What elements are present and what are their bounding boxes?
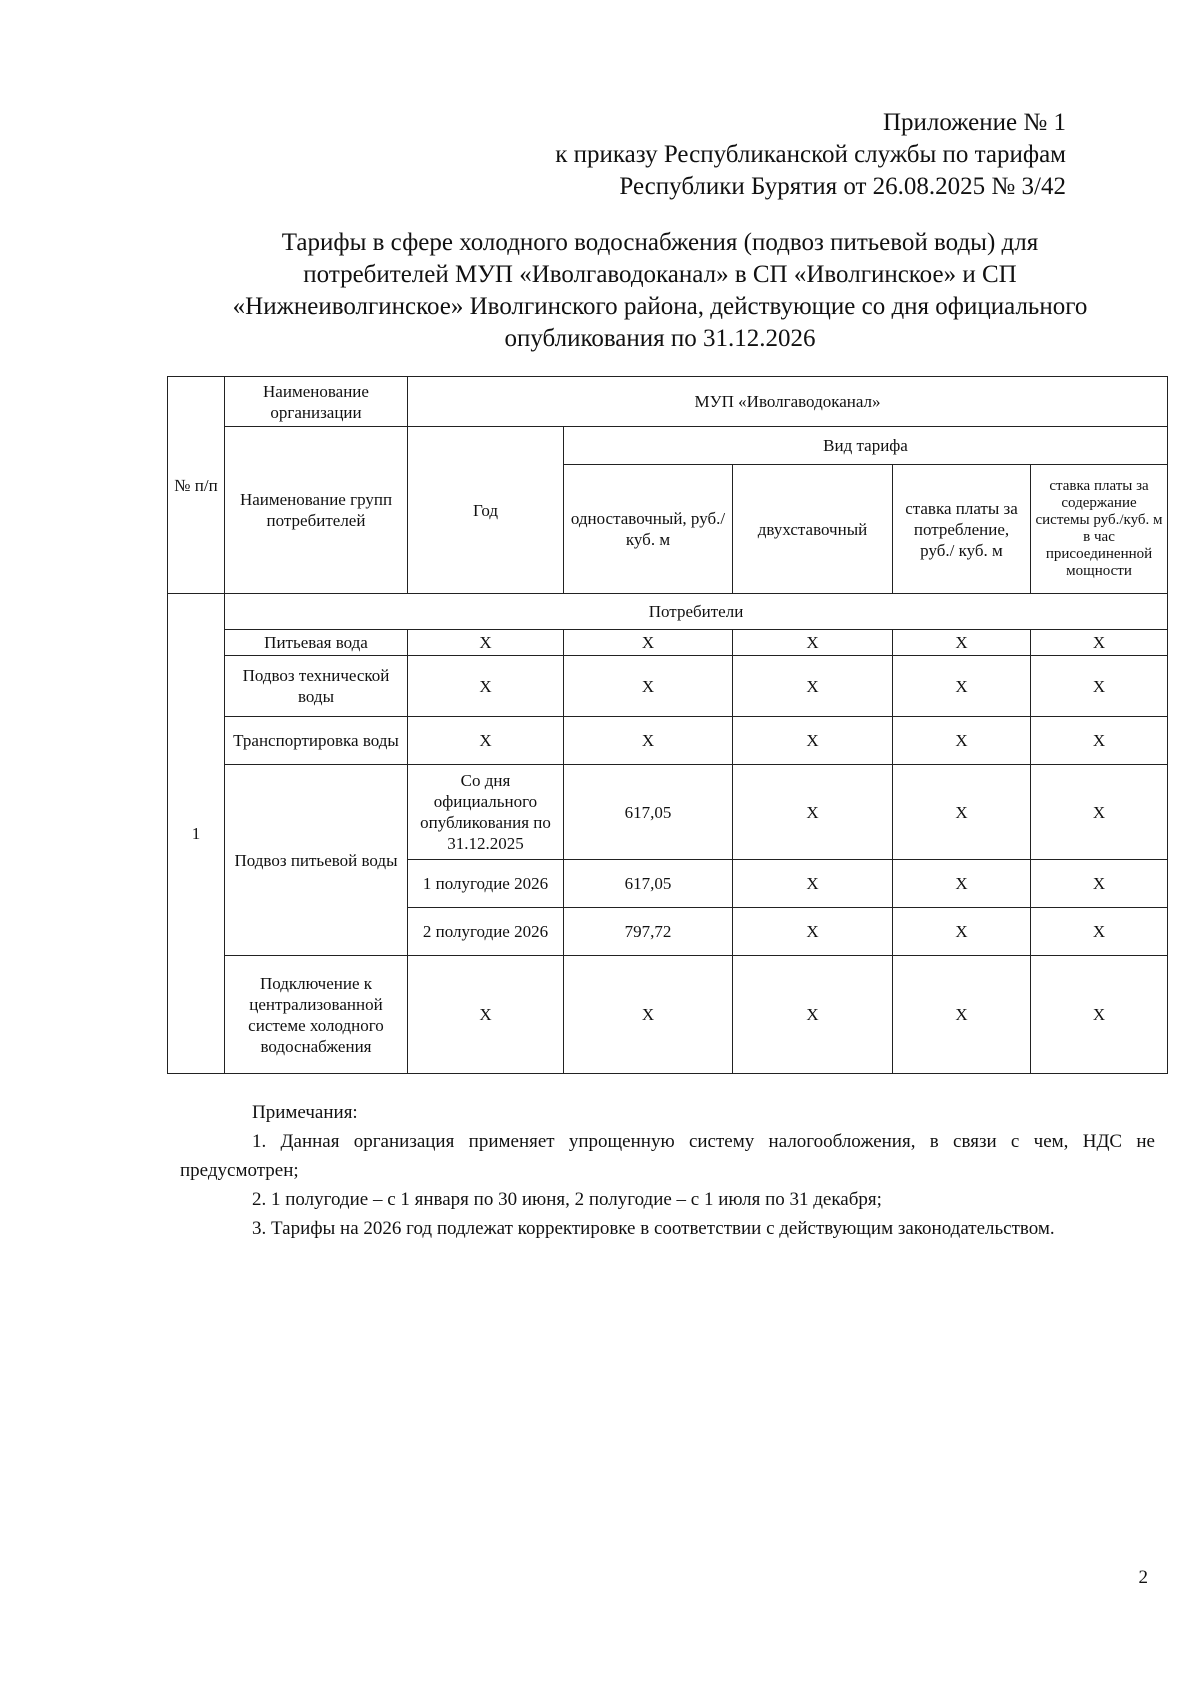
value-cell: X [893,956,1031,1074]
value-cell: X [733,765,893,860]
value-cell: X [1031,860,1168,908]
group-name-cell: Питьевая вода [225,630,408,656]
group-name-cell: Подключение к централизованной системе холодного водоснабжения [225,956,408,1074]
two-rate-header: двухставочный [733,465,893,594]
value-cell: X [1031,956,1168,1074]
value-cell: X [893,656,1031,717]
title-line-2: потребителей МУП «Иволгаводоканал» в СП «Иволгинское» и СП [303,261,1017,288]
row-number-cell: 1 [168,594,225,1074]
value-cell: 617,05 [564,765,733,860]
value-cell: X [564,956,733,1074]
note-item: 1. Данная организация применяет упрощенную систему налогообложения, в связи с чем, НДС не предусмотрен; [180,1131,1155,1181]
table-row [168,765,1168,860]
title-line-1: Тарифы в сфере холодного водоснабжения (подвоз питьевой воды) для [281,229,1039,256]
appendix-header [555,107,1066,203]
value-cell: X [1031,717,1168,765]
table-row [168,630,1168,656]
table-header-row-type [168,427,1168,465]
appendix-order-ref: к приказу Республиканской службы по тарифам [555,141,1066,168]
value-cell: X [733,860,893,908]
value-cell: 797,72 [564,908,733,956]
document-title [160,227,1160,355]
value-cell: X [1031,765,1168,860]
value-cell: X [733,717,893,765]
value-cell: X [893,765,1031,860]
note-item: 2. 1 полугодие – с 1 января по 30 июня, 2 полугодие – с 1 июля по 31 декабря; [252,1189,882,1210]
value-cell: X [893,630,1031,656]
value-cell: X [733,656,893,717]
value-cell: X [893,860,1031,908]
value-cell: X [733,630,893,656]
value-cell: 617,05 [564,860,733,908]
value-cell: X [564,630,733,656]
value-cell: X [733,908,893,956]
value-cell: X [893,717,1031,765]
group-name-cell: Транспортировка воды [225,717,408,765]
table-header-row-org [168,377,1168,427]
org-label-cell: Наименование организации [225,377,408,427]
consumption-rate-header: ставка платы за потребление, руб./ куб. м [893,465,1031,594]
consumers-row [168,594,1168,630]
table-row [168,956,1168,1074]
year-cell: X [408,956,564,1074]
group-name-cell: Подвоз питьевой воды [225,765,408,956]
notes-heading: Примечания: [252,1102,358,1123]
value-cell: X [893,908,1031,956]
value-cell: X [1031,908,1168,956]
year-cell: X [408,717,564,765]
single-rate-header: одноставочный, руб./ куб. м [564,465,733,594]
value-cell: X [1031,630,1168,656]
year-cell: 2 полугодие 2026 [408,908,564,956]
page-number: 2 [1138,1567,1148,1588]
appendix-order-date: Республики Бурятия от 26.08.2025 № 3/42 [619,173,1066,200]
value-cell: X [1031,656,1168,717]
value-cell: X [564,717,733,765]
tariff-table [167,376,1168,1074]
appendix-title: Приложение № 1 [882,109,1066,136]
year-cell: X [408,630,564,656]
year-cell: X [408,656,564,717]
tariff-type-cell: Вид тарифа [564,427,1168,465]
title-line-4: опубликования по 31.12.2026 [504,325,816,352]
table-row [168,656,1168,717]
org-name-cell: МУП «Иволгаводоканал» [408,377,1168,427]
title-line-3: «Нижнеиволгинское» Иволгинского района, действующие со дня официального [232,293,1088,320]
note-item: 3. Тарифы на 2026 год подлежат корректировке в соответствии с действующим законодательством. [252,1218,1055,1239]
group-name-cell: Подвоз технической воды [225,656,408,717]
year-cell: Со дня официального опубликования по 31.12.2025 [408,765,564,860]
num-header: № п/п [168,377,225,594]
notes-section [180,1098,1155,1243]
value-cell: X [564,656,733,717]
groups-label-cell: Наименование групп потребителей [225,427,408,594]
maintenance-rate-header: ставка платы за содержание системы руб./куб. м в час присоединенной мощности [1031,465,1168,594]
consumers-label-cell: Потребители [225,594,1168,630]
year-label-cell: Год [408,427,564,594]
table-row [168,717,1168,765]
value-cell: X [733,956,893,1074]
year-cell: 1 полугодие 2026 [408,860,564,908]
